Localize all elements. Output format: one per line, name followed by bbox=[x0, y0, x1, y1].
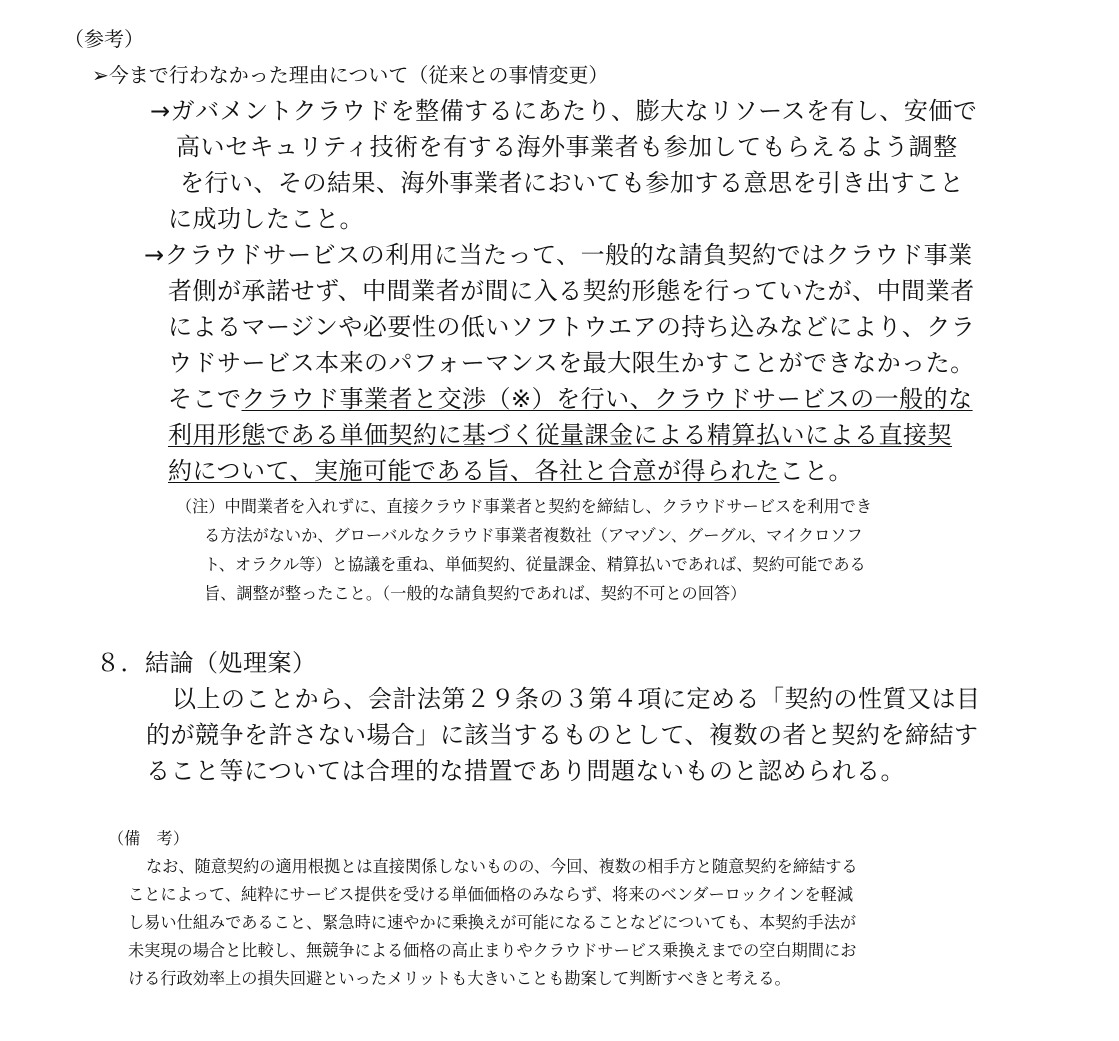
item1-line-4: に成功したこと。 bbox=[168, 205, 364, 233]
item1-line-2: 高いセキュリティ技術を有する海外事業者も参加してもらえるよう調整 bbox=[176, 133, 958, 161]
note-line-2: る方法がないか、グローバルなクラウド事業者複数社（アマゾン、グーグル、マイクロソフ bbox=[204, 526, 863, 545]
item1-line-1: →ガバメントクラウドを整備するにあたり、膨大なリソースを有し、安価で bbox=[150, 97, 978, 125]
item2-underlined-text-2: 利用形態である単価契約に基づく従量課金による精算払いによる直接契 bbox=[168, 421, 952, 449]
item2-underlined-text-3: 約について、実施可能である旨、各社と合意が得られた bbox=[168, 457, 780, 485]
remarks-line-5: ける行政効率上の損失回避といったメリットも大きいことも勘案して判断すべきと考える。 bbox=[128, 969, 791, 988]
item2-line-7 bbox=[168, 458, 853, 486]
item1-line-3: を行い、その結果、海外事業者においても参加する意思を引き出すこと bbox=[180, 169, 964, 197]
note-line-4: 旨、調整が整ったこと。（一般的な請負契約であれば、契約不可との回答） bbox=[204, 584, 747, 603]
item2-line-3: によるマージンや必要性の低いソフトウエアの持ち込みなどにより、クラ bbox=[168, 313, 976, 341]
item2-line-2: 者側が承諾せず、中間業者が間に入る契約形態を行っていたが、中間業者 bbox=[168, 277, 975, 305]
conclusion-line-2: 的が競争を許さない場合」に該当するものとして、複数の者と契約を締結す bbox=[146, 721, 979, 749]
reason-heading: ➢今まで行わなかった理由について（従来との事情変更） bbox=[92, 63, 609, 87]
note-line-1: （注）中間業者を入れずに、直接クラウド事業者と契約を締結し、クラウドサービスを利用でき bbox=[176, 497, 873, 516]
item2-line-5-prefix: そこで bbox=[168, 385, 242, 413]
remarks-line-3: し易い仕組みであること、緊急時に速やかに乗換えが可能になることなどについても、本契約手法が bbox=[128, 913, 857, 932]
item2-line-7-suffix: こと。 bbox=[779, 457, 854, 485]
remarks-line-2: ことによって、純粋にサービス提供を受ける単価価格のみならず、将来のベンダーロックインを軽減 bbox=[128, 885, 854, 904]
note-line-3: ト、オラクル等）と協議を重ね、単価契約、従量課金、精算払いであれば、契約可能である bbox=[204, 555, 866, 574]
remarks-line-4: 未実現の場合と比較し、無競争による価格の高止まりやクラウドサービス乗換えまでの空白期間にお bbox=[128, 941, 857, 960]
remarks-heading: （備 考） bbox=[108, 829, 189, 848]
item2-underlined-text-1: クラウド事業者と交渉（※）を行い、クラウドサービスの一般的な bbox=[241, 385, 973, 413]
conclusion-line-1: 以上のことから、会計法第２９条の３第４項に定める「契約の性質又は目 bbox=[172, 685, 981, 713]
reference-heading: （参考） bbox=[64, 27, 144, 51]
item2-line-1: →クラウドサービスの利用に当たって、一般的な請負契約ではクラウド事業 bbox=[144, 241, 973, 269]
item2-line-4: ウドサービス本来のパフォーマンスを最大限生かすことができなかった。 bbox=[168, 349, 975, 377]
item2-line-5 bbox=[168, 386, 973, 414]
conclusion-heading: ８．結論（処理案） bbox=[96, 649, 317, 677]
remarks-line-1: なお、随意契約の適用根拠とは直接関係しないものの、今回、複数の相手方と随意契約を締結する bbox=[146, 857, 858, 876]
conclusion-line-3: ること等については合理的な措置であり問題ないものと認められる。 bbox=[146, 757, 906, 785]
